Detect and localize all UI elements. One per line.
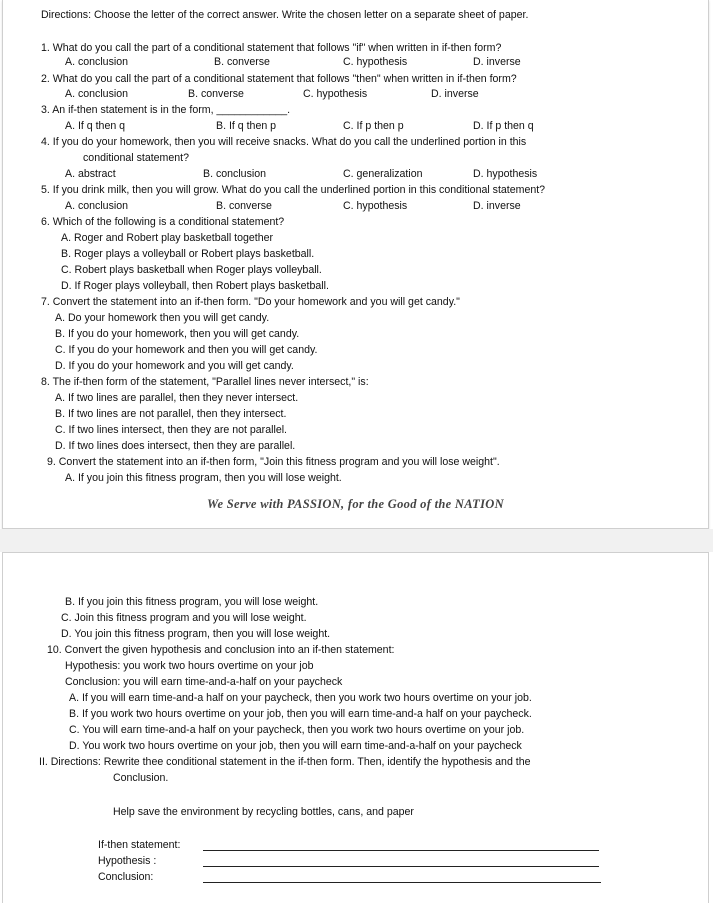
school-motto: We Serve with PASSION, for the Good of the NATION	[207, 497, 504, 511]
q7-option-b: B. If you do your homework, then you will get candy.	[55, 328, 300, 340]
q7-stem: 7. Convert the statement into an if-then form. "Do your homework and you will get candy."	[41, 296, 460, 308]
q4-option-a: A. abstract	[65, 168, 116, 180]
q10-stem: 10. Convert the given hypothesis and conclusion into an if-then statement:	[47, 644, 395, 656]
conclusion-answer-line[interactable]	[203, 881, 601, 883]
q3-stem: 3. An if-then statement is in the form, ____________.	[41, 104, 291, 116]
q3-option-b: B. If q then p	[216, 120, 277, 132]
q5-option-c: C. hypothesis	[343, 200, 408, 212]
q5-stem: 5. If you drink milk, then you will grow. What do you call the underlined portion in this conditional statement?	[41, 184, 546, 196]
q7-option-d: D. If you do your homework and you will get candy.	[55, 360, 294, 372]
q7-option-c: C. If you do your homework and then you will get candy.	[55, 344, 318, 356]
q10-option-c: C. You will earn time-and-a half on your paycheck, then you work two hours overtime on your job.	[69, 724, 525, 736]
q1-stem: 1. What do you call the part of a conditional statement that follows "if" when written in if-then form?	[41, 42, 502, 54]
q4-stem: 4. If you do your homework, then you will receive snacks. What do you call the underlined portion in this	[41, 136, 527, 148]
q9-option-b: B. If you join this fitness program, you will lose weight.	[65, 596, 319, 608]
q5-option-a: A. conclusion	[65, 200, 129, 212]
q6-option-c: C. Robert plays basketball when Roger plays volleyball.	[61, 264, 322, 276]
q10-hypothesis: Hypothesis: you work two hours overtime on your job	[65, 660, 314, 672]
q3-option-a: A. If q then q	[65, 120, 126, 132]
q10-option-b: B. If you work two hours overtime on your job, then you will earn time-and-a half on your paycheck.	[69, 708, 532, 720]
q4-option-d: D. hypothesis	[473, 168, 538, 180]
conclusion-label: Conclusion:	[98, 871, 154, 883]
q6-option-d: D. If Roger plays volleyball, then Robert plays basketball.	[61, 280, 329, 292]
q5-option-b: B. converse	[216, 200, 272, 212]
worksheet-page-2	[2, 552, 709, 903]
q3-option-d: D. If p then q	[473, 120, 534, 132]
q10-option-a: A. If you will earn time-and-a half on your paycheck, then you work two hours overtime on your job.	[69, 692, 532, 704]
q2-option-b: B. converse	[188, 88, 244, 100]
q8-option-a: A. If two lines are parallel, then they never intersect.	[55, 392, 299, 404]
q1-option-c: C. hypothesis	[343, 56, 408, 68]
q1-option-a: A. conclusion	[65, 56, 129, 68]
q2-option-d: D. inverse	[431, 88, 479, 100]
directions-text: Directions: Choose the letter of the correct answer. Write the chosen letter on a separate sheet of paper.	[41, 9, 529, 21]
q4-stem-continued: conditional statement?	[83, 152, 190, 164]
q9-option-a: A. If you join this fitness program, then you will lose weight.	[65, 472, 342, 484]
q6-option-b: B. Roger plays a volleyball or Robert plays basketball.	[61, 248, 315, 260]
q8-option-c: C. If two lines intersect, then they are not parallel.	[55, 424, 288, 436]
hypothesis-answer-line[interactable]	[203, 865, 599, 867]
q1-option-d: D. inverse	[473, 56, 521, 68]
q8-option-b: B. If two lines are not parallel, then they intersect.	[55, 408, 287, 420]
worksheet-page-1	[2, 0, 709, 529]
q6-stem: 6. Which of the following is a conditional statement?	[41, 216, 285, 228]
q9-option-d: D. You join this fitness program, then you will lose weight.	[61, 628, 331, 640]
q4-option-c: C. generalization	[343, 168, 423, 180]
ifthen-label: If-then statement:	[98, 839, 181, 851]
q8-option-d: D. If two lines does intersect, then they are parallel.	[55, 440, 296, 452]
q9-option-c: C. Join this fitness program and you will lose weight.	[61, 612, 307, 624]
q8-stem: 8. The if-then form of the statement, "Parallel lines never intersect," is:	[41, 376, 369, 388]
hypothesis-label: Hypothesis :	[98, 855, 157, 867]
q5-option-d: D. inverse	[473, 200, 521, 212]
conditional-statement: Help save the environment by recycling bottles, cans, and paper	[113, 806, 414, 818]
q9-stem: 9. Convert the statement into an if-then form, "Join this fitness program and you will lose weight".	[47, 456, 500, 468]
q6-option-a: A. Roger and Robert play basketball together	[61, 232, 274, 244]
page-gap	[0, 529, 713, 552]
q1-option-b: B. converse	[214, 56, 270, 68]
q7-option-a: A. Do your homework then you will get candy.	[55, 312, 270, 324]
part2-directions: II. Directions: Rewrite thee conditional statement in the if-then form. Then, identify the hypothesis and the	[39, 756, 531, 768]
q2-option-a: A. conclusion	[65, 88, 129, 100]
q2-stem: 2. What do you call the part of a conditional statement that follows "then" when written in if-then form?	[41, 73, 517, 85]
part2-directions-continued: Conclusion.	[113, 772, 169, 784]
q4-option-b: B. conclusion	[203, 168, 267, 180]
q2-option-c: C. hypothesis	[303, 88, 368, 100]
ifthen-answer-line[interactable]	[203, 849, 599, 851]
q10-option-d: D. You work two hours overtime on your job, then you will earn time-and-a-half on your paycheck	[69, 740, 522, 752]
q10-conclusion: Conclusion: you will earn time-and-a-half on your paycheck	[65, 676, 343, 688]
q3-option-c: C. If p then p	[343, 120, 404, 132]
